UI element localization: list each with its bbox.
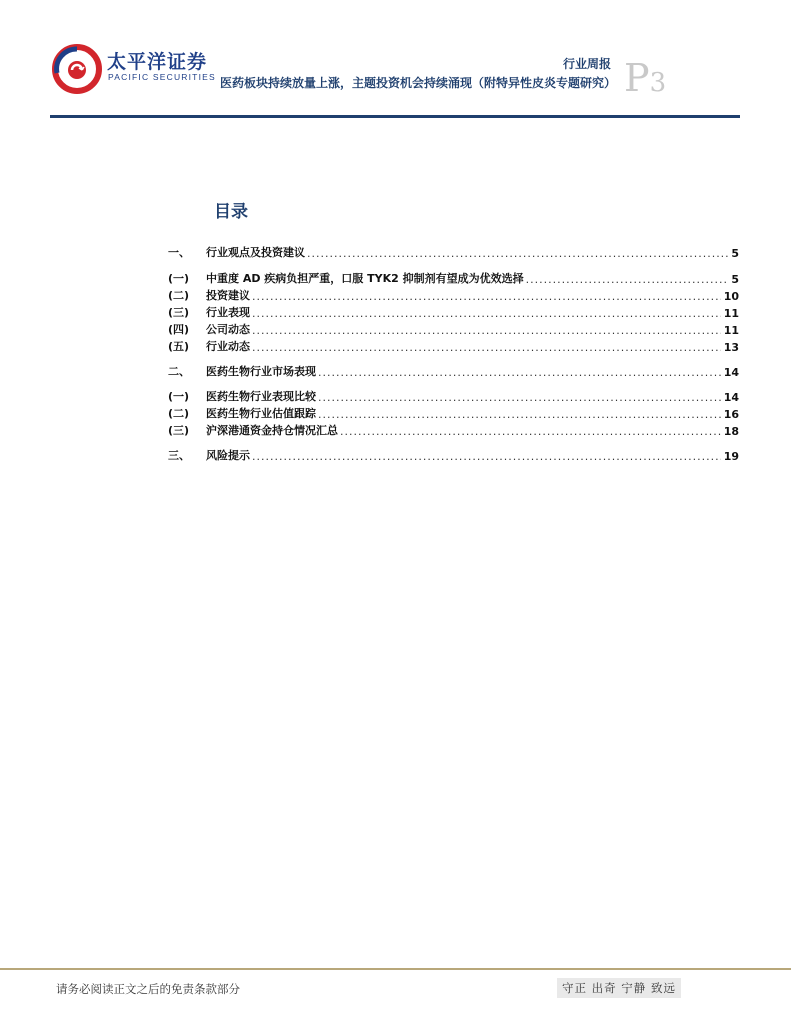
- toc-entry-number: 一、: [168, 246, 190, 259]
- toc-entry-number: (二): [168, 407, 190, 420]
- toc-entry-number: (一): [168, 272, 190, 285]
- dot-leader: [252, 307, 721, 320]
- toc-entry-page: 13: [723, 341, 739, 354]
- toc-entry[interactable]: [168, 405, 739, 421]
- dot-leader: [318, 366, 721, 379]
- toc-entry-page: 5: [731, 247, 739, 260]
- toc-entry[interactable]: [168, 338, 739, 354]
- logo-chinese-name: 太平洋证券: [107, 51, 208, 73]
- toc-entry[interactable]: [168, 304, 739, 320]
- dot-leader: [526, 273, 729, 286]
- toc-entry[interactable]: [168, 287, 739, 303]
- toc-entry-number: 二、: [168, 365, 190, 378]
- page-number: 3: [649, 68, 667, 98]
- page-indicator: [624, 58, 666, 103]
- toc-entry-label: 行业动态: [206, 340, 250, 353]
- footer-divider: [0, 968, 791, 970]
- pacific-securities-logo-icon: [51, 43, 103, 95]
- company-motto: 守正 出奇 宁静 致远: [557, 978, 681, 998]
- toc-entry-page: 14: [723, 391, 739, 404]
- page-letter: P: [624, 56, 650, 100]
- dot-leader: [252, 450, 721, 463]
- toc-entry-label: 风险提示: [206, 449, 250, 462]
- toc-entry-label: 医药生物行业表现比较: [206, 390, 316, 403]
- toc-entry-number: (三): [168, 424, 190, 437]
- dot-leader: [307, 247, 728, 260]
- dot-leader: [252, 341, 721, 354]
- report-type: 行业周报: [562, 57, 611, 71]
- toc-entry-label: 行业表现: [206, 306, 250, 319]
- toc-entry[interactable]: [168, 422, 739, 438]
- toc-entry-label: 沪深港通资金持仓情况汇总: [206, 424, 338, 437]
- toc-entry-number: (一): [168, 390, 190, 403]
- toc-entry[interactable]: [168, 270, 739, 286]
- toc-entry-label: 医药生物行业估值跟踪: [206, 407, 316, 420]
- toc-entry[interactable]: [168, 447, 739, 463]
- toc-entry-label: 公司动态: [206, 323, 250, 336]
- toc-entry[interactable]: [168, 388, 739, 404]
- toc-entry-number: (五): [168, 340, 190, 353]
- dot-leader: [252, 290, 721, 303]
- toc-entry-label: 行业观点及投资建议: [206, 246, 305, 259]
- logo-english-name: PACIFIC SECURITIES: [108, 72, 216, 82]
- dot-leader: [252, 324, 721, 337]
- toc-entry-page: 11: [723, 307, 739, 320]
- toc-entry-label: 投资建议: [206, 289, 250, 302]
- toc-entry[interactable]: [168, 363, 739, 379]
- toc-entry-number: (二): [168, 289, 190, 302]
- company-logo: [51, 43, 216, 95]
- toc-entry-page: 18: [723, 425, 739, 438]
- report-title: 医药板块持续放量上涨，主题投资机会持续涌现（附特异性皮炎专题研究）: [220, 76, 617, 90]
- toc-entry-page: 11: [723, 324, 739, 337]
- toc-entry-number: 三、: [168, 449, 190, 462]
- toc-entry-page: 19: [723, 450, 739, 463]
- dot-leader: [340, 425, 721, 438]
- toc-entry-page: 14: [723, 366, 739, 379]
- toc-entry[interactable]: [168, 321, 739, 337]
- toc-entry-number: (三): [168, 306, 190, 319]
- toc-entry-page: 5: [731, 273, 739, 286]
- dot-leader: [318, 391, 721, 404]
- toc-entry-label: 医药生物行业市场表现: [206, 365, 316, 378]
- dot-leader: [318, 408, 721, 421]
- toc-title: 目录: [214, 202, 248, 222]
- toc-entry-label: 中重度 AD 疾病负担严重，口服 TYK2 抑制剂有望成为优效选择: [206, 272, 524, 285]
- disclaimer-note: 请务必阅读正文之后的免责条款部分: [56, 982, 240, 996]
- toc-entry-page: 10: [723, 290, 739, 303]
- toc-entry-page: 16: [723, 408, 739, 421]
- header-divider: [50, 115, 740, 118]
- toc-entry[interactable]: [168, 244, 739, 260]
- toc-entry-number: (四): [168, 323, 190, 336]
